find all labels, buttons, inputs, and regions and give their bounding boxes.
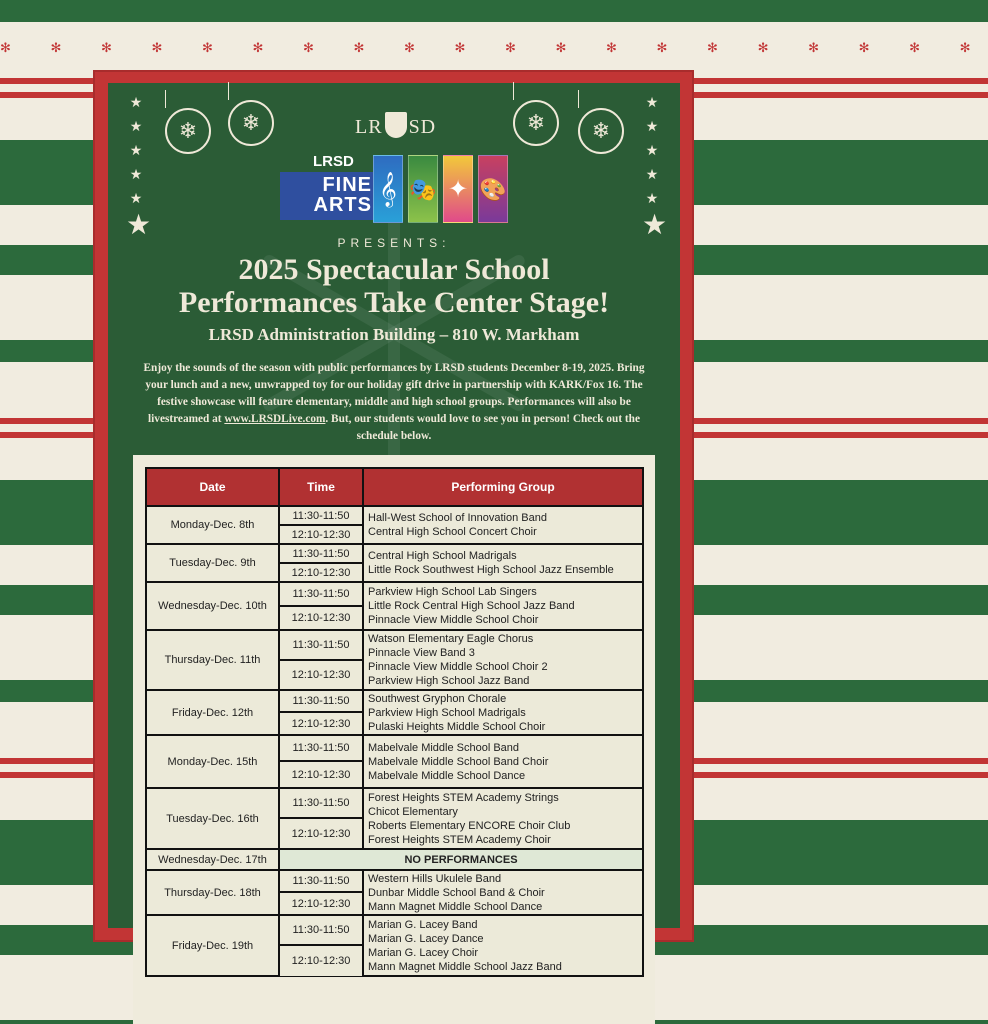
- groups-cell: [363, 690, 643, 735]
- table-row: [146, 915, 643, 945]
- time-cell: 12:10-12:30: [279, 818, 363, 849]
- groups-cell: [363, 630, 643, 690]
- performing-group: Central High School Concert Choir: [368, 526, 537, 538]
- performing-group: Forest Heights STEM Academy Choir: [368, 833, 551, 846]
- time-cell: 12:10-12:30: [279, 563, 363, 582]
- time-cell: 11:30-11:50: [279, 506, 363, 525]
- time-cell: 11:30-11:50: [279, 870, 363, 892]
- table-row: [146, 849, 643, 870]
- performing-group: Parkview High School Madrigals: [368, 706, 526, 719]
- performing-group: Marian G. Lacey Band: [368, 918, 478, 931]
- performing-group: Pinnacle View Band 3: [368, 647, 475, 659]
- date-cell: Friday-Dec. 19th: [146, 915, 279, 976]
- header-group: Performing Group: [363, 468, 643, 506]
- snowflake-border: ✻ ✻ ✻ ✻ ✻ ✻ ✻ ✻ ✻ ✻ ✻ ✻ ✻ ✻ ✻ ✻ ✻ ✻ ✻ ✻: [0, 40, 988, 55]
- time-cell: 11:30-11:50: [279, 630, 363, 660]
- performing-group: Watson Elementary Eagle Chorus: [368, 633, 534, 645]
- date-cell: Wednesday-Dec. 10th: [146, 582, 279, 630]
- time-cell: 12:10-12:30: [279, 892, 363, 915]
- performing-group: Mabelvale Middle School Band: [368, 741, 520, 754]
- groups-cell: [363, 582, 643, 630]
- location-subtitle: LRSD Administration Building – 810 W. Markham: [208, 325, 580, 344]
- table-row: [146, 735, 643, 761]
- table-row: [146, 506, 643, 525]
- time-cell: 11:30-11:50: [279, 690, 363, 712]
- time-cell: 11:30-11:50: [279, 915, 363, 945]
- performing-group: Mabelvale Middle School Band Choir: [368, 755, 549, 768]
- table-row: [146, 630, 643, 660]
- time-cell: 11:30-11:50: [279, 544, 363, 563]
- treble-clef-icon: 𝄞: [373, 155, 403, 223]
- time-cell: 11:30-11:50: [279, 788, 363, 818]
- star-garland-icon: ★ ★ ★ ★ ★ ★: [642, 94, 668, 240]
- paint-palette-icon: 🎨: [478, 155, 508, 223]
- performing-group: Pinnacle View Middle School Choir 2: [368, 661, 548, 673]
- lrsd-seal-logo: LR SD: [355, 112, 436, 139]
- time-cell: 11:30-11:50: [279, 735, 363, 761]
- performing-group: Parkview High School Jazz Band: [368, 675, 530, 687]
- livestream-link[interactable]: www.LRSDLive.com: [224, 413, 326, 425]
- performing-group: Pinnacle View Middle School Choir: [368, 614, 539, 626]
- performing-group: Mann Magnet Middle School Dance: [368, 900, 543, 913]
- schedule-table: [145, 467, 644, 977]
- date-cell: Monday-Dec. 15th: [146, 735, 279, 788]
- performing-group: Parkview High School Lab Singers: [368, 586, 537, 598]
- time-cell: 11:30-11:50: [279, 582, 363, 606]
- date-cell: Thursday-Dec. 18th: [146, 870, 279, 915]
- time-cell: 12:10-12:30: [279, 606, 363, 630]
- header-date: Date: [146, 468, 279, 506]
- performing-group: Little Rock Southwest High School Jazz Ensemble: [368, 564, 614, 576]
- time-cell: 12:10-12:30: [279, 525, 363, 544]
- time-cell: 12:10-12:30: [279, 945, 363, 976]
- performing-group: Marian G. Lacey Dance: [368, 932, 484, 945]
- performing-group: Little Rock Central High School Jazz Band: [368, 600, 575, 612]
- groups-cell: [363, 870, 643, 915]
- performing-group: Roberts Elementary ENCORE Choir Club: [368, 819, 571, 832]
- date-cell: Tuesday-Dec. 9th: [146, 544, 279, 582]
- table-row: [146, 544, 643, 563]
- torch-shield-icon: [385, 112, 407, 138]
- performing-group: Central High School Madrigals: [368, 550, 517, 562]
- table-row: [146, 690, 643, 712]
- groups-cell: [363, 544, 643, 582]
- performing-group: Southwest Gryphon Chorale: [368, 692, 507, 705]
- time-cell: 12:10-12:30: [279, 712, 363, 735]
- performing-group: Dunbar Middle School Band & Choir: [368, 886, 545, 899]
- performing-group: Chicot Elementary: [368, 805, 458, 818]
- date-cell: Monday-Dec. 8th: [146, 506, 279, 544]
- table-row: [146, 582, 643, 606]
- performing-group: Mabelvale Middle School Dance: [368, 769, 526, 782]
- dancer-icon: ✦: [443, 155, 473, 223]
- performing-group: Hall-West School of Innovation Band: [368, 512, 547, 524]
- star-garland-icon: ★ ★ ★ ★ ★ ★: [126, 94, 152, 240]
- intro-paragraph: Enjoy the sounds of the season with public performances by LRSD students December 8-19, 2025. Bring your lunch and a new, unwrapped toy for our holiday gift drive in partnership with KARK/Fox 16. The festive showcase will feature elementary, middle and high school groups. Performances will also be livestreamed at www.LRSDLive.com. But, our students would love to see you in person! Check out the schedule below.: [143, 362, 645, 442]
- page-title: 2025 Spectacular School Performances Take Center Stage!: [178, 253, 610, 319]
- date-cell: Wednesday-Dec. 17th: [146, 849, 279, 870]
- groups-cell: [363, 735, 643, 788]
- performing-group: Mann Magnet Middle School Jazz Band: [368, 960, 562, 973]
- no-performances-cell: NO PERFORMANCES: [279, 849, 643, 870]
- groups-cell: [363, 506, 643, 544]
- date-cell: Tuesday-Dec. 16th: [146, 788, 279, 849]
- date-cell: Friday-Dec. 12th: [146, 690, 279, 735]
- performing-group: Pulaski Heights Middle School Choir: [368, 720, 546, 733]
- table-row: [146, 788, 643, 818]
- presents-label: PRESENTS:: [337, 236, 451, 250]
- theater-masks-icon: 🎭: [408, 155, 438, 223]
- header-time: Time: [279, 468, 363, 506]
- performing-group: Forest Heights STEM Academy Strings: [368, 791, 559, 804]
- groups-cell: [363, 788, 643, 849]
- performing-group: Marian G. Lacey Choir: [368, 946, 479, 959]
- groups-cell: [363, 915, 643, 976]
- date-cell: Thursday-Dec. 11th: [146, 630, 279, 690]
- time-cell: 12:10-12:30: [279, 761, 363, 788]
- performing-group: Western Hills Ukulele Band: [368, 872, 502, 885]
- table-row: [146, 870, 643, 892]
- time-cell: 12:10-12:30: [279, 660, 363, 690]
